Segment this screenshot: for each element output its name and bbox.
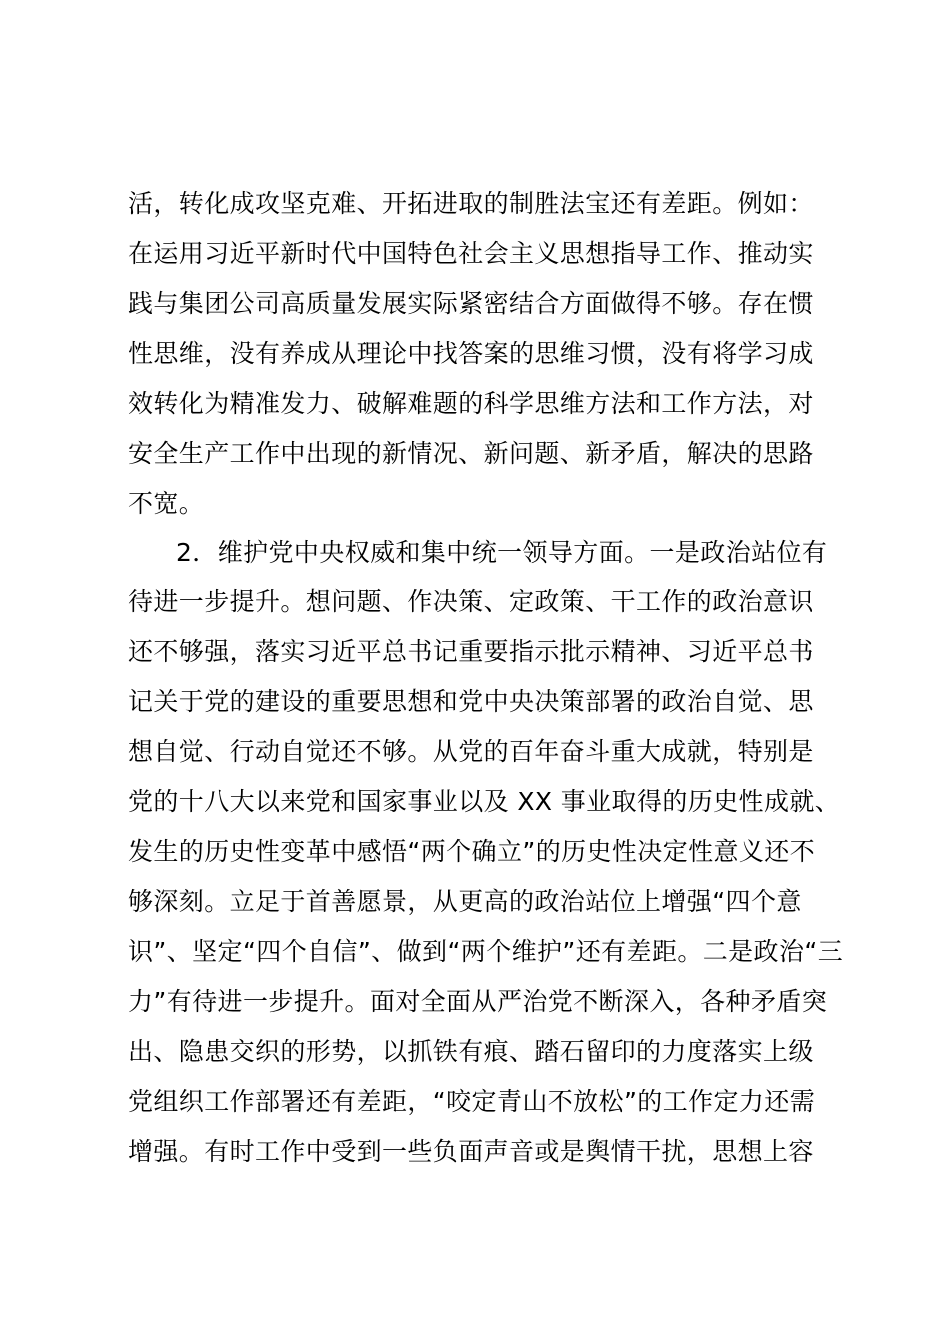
text-line: 党的十八大以来党和国家事业以及 XX 事业取得的历史性成就、 [128, 787, 841, 816]
text-line: 增强。有时工作中受到一些负面声音或是舆情干扰，思想上容 [128, 1137, 814, 1166]
text-line: 活，转化成攻坚克难、开拓进取的制胜法宝还有差距。例如： [128, 189, 814, 218]
text-line: 待进一步提升。想问题、作决策、定政策、干工作的政治意识 [128, 587, 814, 616]
text-line: 不宽。 [128, 489, 205, 518]
text-line: 践与集团公司高质量发展实际紧密结合方面做得不够。存在惯 [128, 289, 814, 318]
text-line: 识”、坚定“四个自信”、做到“两个维护”还有差距。二是政治“三 [128, 937, 844, 966]
text-line: 在运用习近平新时代中国特色社会主义思想指导工作、推动实 [128, 239, 814, 268]
text-line: 够深刻。立足于首善愿景，从更高的政治站位上增强“四个意 [128, 887, 802, 916]
text-line: 党组织工作部署还有差距，“咬定青山不放松”的工作定力还需 [128, 1087, 816, 1116]
text-line: 想自觉、行动自觉还不够。从党的百年奋斗重大成就，特别是 [128, 737, 814, 766]
text-line: 安全生产工作中出现的新情况、新问题、新矛盾，解决的思路 [128, 439, 814, 468]
text-line: 出、隐患交织的形势，以抓铁有痕、踏石留印的力度落实上级 [128, 1037, 814, 1066]
text-line: 效转化为精准发力、破解难题的科学思维方法和工作方法，对 [128, 389, 814, 418]
text-line: 发生的历史性变革中感悟“两个确立”的历史性决定性意义还不 [128, 837, 816, 866]
text-line: 还不够强，落实习近平总书记重要指示批示精神、习近平总书 [128, 637, 814, 666]
paragraph-start-line: 2．维护党中央权威和集中统一领导方面。一是政治站位有 [176, 538, 828, 567]
text-line: 记关于党的建设的重要思想和党中央决策部署的政治自觉、思 [128, 687, 814, 716]
text-line: 性思维，没有养成从理论中找答案的思维习惯，没有将学习成 [128, 339, 814, 368]
text-line: 力”有待进一步提升。面对全面从严治党不断深入，各种矛盾突 [128, 987, 828, 1016]
